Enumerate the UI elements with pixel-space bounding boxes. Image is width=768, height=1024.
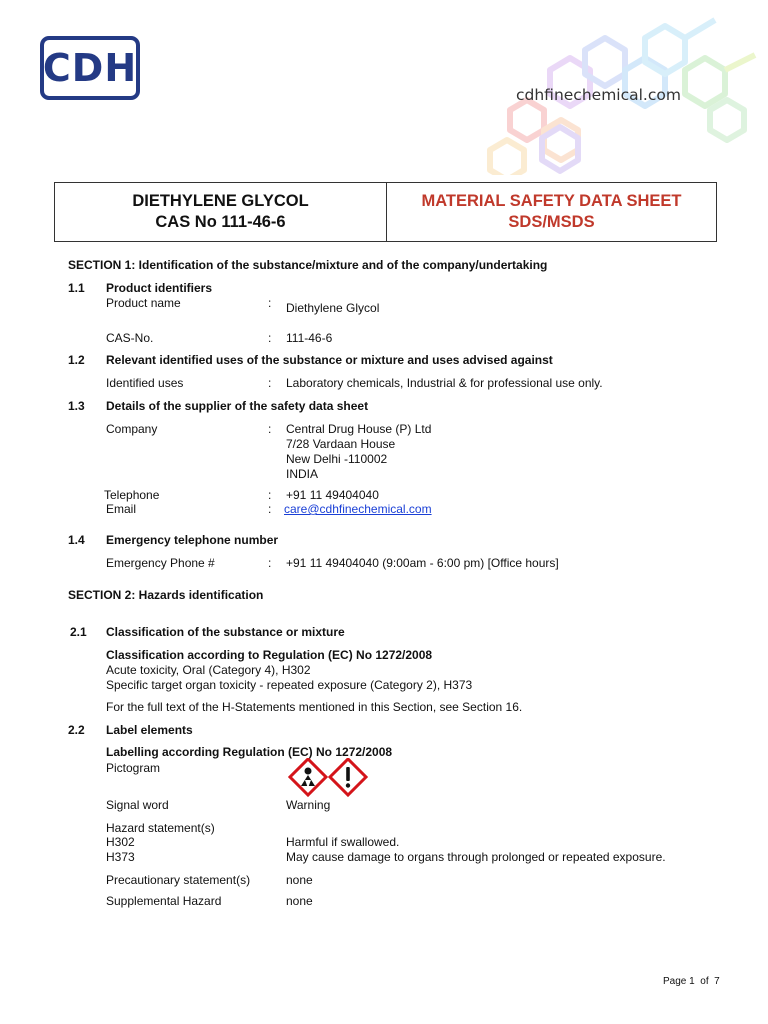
- h-statements-note: For the full text of the H-Statements mentioned in this Section, see Section 16.: [106, 700, 523, 714]
- s11-title: Product identifiers: [106, 281, 213, 295]
- s13-title: Details of the supplier of the safety data sheet: [106, 399, 369, 413]
- email-label: Email: [106, 502, 137, 516]
- s13-number: 1.3: [68, 399, 85, 413]
- supplemental-value: none: [286, 894, 313, 908]
- s12-title: Relevant identified uses of the substance or mixture and uses advised against: [106, 353, 553, 367]
- colon: :: [268, 422, 272, 436]
- title-box: [54, 182, 717, 242]
- hazard-text: May cause damage to organs through prolonged or repeated exposure.: [286, 850, 666, 864]
- hazard-statements-label: Hazard statement(s): [106, 821, 215, 835]
- emergency-phone-number: +91 11 49404040: [286, 556, 379, 570]
- colon: :: [268, 556, 272, 570]
- precautionary-label: Precautionary statement(s): [106, 873, 251, 887]
- s21-title: Classification of the substance or mixture: [106, 625, 345, 639]
- telephone-value: +91 11 49404040: [286, 488, 379, 502]
- s11-number: 1.1: [68, 281, 85, 295]
- emergency-phone-hours: (9:00am - 6:00 pm) [Office hours]: [382, 556, 559, 570]
- signal-word-value: Warning: [286, 798, 331, 812]
- s22-number: 2.2: [68, 723, 85, 737]
- labelling-regulation: Labelling according Regulation (EC) No 1272/2008: [106, 745, 393, 759]
- classification-line: Acute toxicity, Oral (Category 4), H302: [106, 663, 311, 677]
- document-title: MATERIAL SAFETY DATA SHEET: [421, 192, 682, 210]
- section1-heading: SECTION 1: Identification of the substance/mixture and of the company/undertaking: [68, 258, 548, 272]
- cas-title: CAS No 111-46-6: [155, 213, 286, 231]
- product-title-cell: [55, 183, 387, 241]
- product-name-label: Product name: [106, 296, 181, 310]
- s22-title: Label elements: [106, 723, 193, 737]
- telephone-label: Telephone: [104, 488, 160, 502]
- signal-word-label: Signal word: [106, 798, 169, 812]
- website-url: cdhfinechemical.com: [516, 86, 681, 104]
- product-name-title: DIETHYLENE GLYCOL: [132, 192, 309, 210]
- company-line: Central Drug House (P) Ltd: [286, 422, 432, 436]
- uses-value: Laboratory chemicals, Industrial & for professional use only.: [286, 376, 603, 390]
- colon: :: [268, 376, 272, 390]
- colon: :: [268, 502, 272, 516]
- cdh-logo: [40, 36, 140, 100]
- document-subtitle: SDS/MSDS: [508, 213, 595, 231]
- cas-value: 111-46-6: [286, 331, 333, 345]
- company-address: [286, 422, 431, 482]
- company-line: New Delhi -110002: [286, 452, 388, 466]
- s12-number: 1.2: [68, 353, 85, 367]
- logo-text: CDH: [42, 46, 138, 90]
- product-name-value: Diethylene Glycol: [286, 301, 380, 315]
- emergency-phone-label: Emergency Phone #: [106, 556, 215, 570]
- company-line: 7/28 Vardaan House: [286, 437, 396, 451]
- company-line: INDIA: [286, 467, 319, 481]
- document-title-cell: [387, 183, 716, 241]
- hazard-code: H302: [106, 835, 135, 849]
- supplemental-label: Supplemental Hazard: [106, 894, 222, 908]
- s14-number: 1.4: [68, 533, 85, 547]
- hazard-text: Harmful if swallowed.: [286, 835, 400, 849]
- cas-label: CAS-No.: [106, 331, 154, 345]
- s21-number: 2.1: [70, 625, 87, 639]
- exclamation-mark-icon: [330, 759, 366, 795]
- s14-title: Emergency telephone number: [106, 533, 279, 547]
- classification-regulation: Classification according to Regulation (EC) No 1272/2008: [106, 648, 433, 662]
- section2-heading: SECTION 2: Hazards identification: [68, 588, 264, 602]
- email-link[interactable]: care@cdhfinechemical.com: [284, 502, 432, 516]
- health-hazard-icon: [290, 759, 326, 795]
- company-label: Company: [106, 422, 158, 436]
- emergency-phone-value: [286, 556, 559, 571]
- colon: :: [268, 296, 272, 310]
- pictogram-label: Pictogram: [106, 761, 161, 775]
- uses-label: Identified uses: [106, 376, 184, 390]
- page-number: Page 1 of 7: [663, 976, 720, 987]
- hazard-code: H373: [106, 850, 135, 864]
- classification-line: Specific target organ toxicity - repeated exposure (Category 2), H373: [106, 678, 473, 692]
- colon: :: [268, 488, 272, 502]
- ghs-pictograms: [288, 758, 370, 798]
- colon: :: [268, 331, 272, 345]
- precautionary-value: none: [286, 873, 313, 887]
